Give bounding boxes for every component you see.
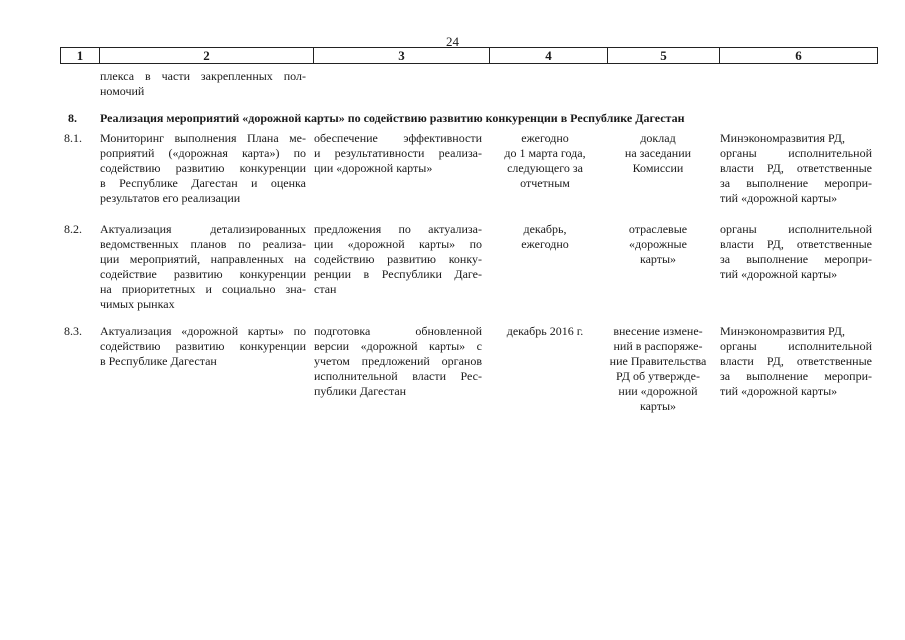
text-line: тий «дорожной карты»: [720, 191, 838, 205]
cell-action: [100, 131, 306, 206]
section-title: Реализация мероприятий «дорожной карты» по содействию развитию конкуренции в Республике Дагестан: [100, 111, 685, 125]
text-line: за выполнение меропри-: [720, 369, 872, 383]
text-line: в Республике Дагестан: [100, 354, 217, 368]
text-line: декабрь,: [523, 222, 567, 236]
section-number: 8.: [68, 111, 77, 125]
text-line: отчетным: [520, 176, 570, 190]
cell-result: [314, 131, 482, 176]
cell-action: [100, 324, 306, 369]
text-line: власти РД, ответственные: [720, 354, 872, 368]
column-header-2: 2: [100, 48, 314, 63]
text-line: Минэкономразвития РД,: [720, 324, 845, 338]
text-line: Комиссии: [632, 161, 684, 175]
text-line: отраслевые: [628, 222, 688, 236]
text-line: органы исполнительной: [720, 222, 872, 236]
text-line: чимых рынках: [100, 297, 175, 311]
text-line: ний в распоряже-: [613, 339, 703, 353]
text-line: карты»: [639, 252, 677, 266]
text-line: власти РД, ответственные: [720, 161, 872, 175]
text-line: власти РД, ответственные: [720, 237, 872, 251]
text-line: «дорожные: [629, 237, 687, 251]
cell-result: [314, 324, 482, 399]
text-line: обеспечение эффективности: [314, 131, 482, 145]
text-line: Актуализация «дорожной карты» по: [100, 324, 306, 338]
text-line: нии «дорожной: [618, 384, 698, 398]
text-line: декабрь 2016 г.: [506, 324, 584, 338]
text-line: тий «дорожной карты»: [720, 384, 838, 398]
row-number: 8.2.: [64, 222, 82, 236]
text-line: Минэкономразвития РД,: [720, 131, 845, 145]
text-line: ции «дорожной карты»: [314, 161, 433, 175]
text-line: следующего за: [507, 161, 583, 175]
text-line: предложения по актуализа-: [314, 222, 482, 236]
text-line: на приоритетных и социально зна-: [100, 282, 306, 296]
text-line: содействию развитию конку-: [314, 252, 482, 266]
column-header-4: 4: [490, 48, 608, 63]
text-line: РД об утвержде-: [616, 369, 700, 383]
table-header-row: [60, 47, 878, 64]
text-line: ежегодно: [521, 131, 569, 145]
text-line: ренции в Республики Даге-: [314, 267, 482, 281]
text-line: доклад: [640, 131, 676, 145]
continuation-line: номочий: [100, 84, 145, 98]
text-line: за выполнение меропри-: [720, 176, 872, 190]
text-line: на заседании: [624, 146, 692, 160]
column-header-3: 3: [314, 48, 490, 63]
text-line: исполнительной власти Рес-: [314, 369, 482, 383]
column-header-6: 6: [720, 48, 878, 63]
text-line: публики Дагестан: [314, 384, 407, 398]
text-line: ции «дорожной карты» по: [314, 237, 482, 251]
text-line: карты»: [639, 399, 677, 413]
cell-deadline: [490, 131, 600, 191]
text-line: органы исполнительной: [720, 339, 872, 353]
text-line: в Республике Дагестан и оценка: [100, 176, 306, 190]
cell-document: [608, 222, 708, 267]
text-line: Мониторинг выполнения Плана ме-: [100, 131, 306, 145]
text-line: внесение измене-: [613, 324, 703, 338]
text-line: Актуализация детализированных: [100, 222, 306, 236]
cell-result: [314, 222, 482, 297]
text-line: стан: [314, 282, 337, 296]
text-line: версии «дорожной карты» с: [314, 339, 482, 353]
text-line: ции мероприятий, направленных на: [100, 252, 306, 266]
cell-document: [608, 324, 708, 414]
row-number: 8.3.: [64, 324, 82, 338]
cell-action: [100, 222, 306, 312]
text-line: результатов его реализации: [100, 191, 241, 205]
text-line: и результативности реализа-: [314, 146, 482, 160]
text-line: содействию развитию конкуренции: [100, 161, 306, 175]
text-line: тий «дорожной карты»: [720, 267, 838, 281]
text-line: содействию развитию конкуренции: [100, 339, 306, 353]
text-line: ние Правительства: [609, 354, 707, 368]
text-line: ведомственных планов по реализа-: [100, 237, 306, 251]
cell-responsible: [720, 222, 872, 282]
row-number: 8.1.: [64, 131, 82, 145]
text-line: роприятий («дорожная карта») по: [100, 146, 306, 160]
text-line: ежегодно: [521, 237, 569, 251]
text-line: подготовка обновленной: [314, 324, 482, 338]
column-header-5: 5: [608, 48, 720, 63]
text-line: за выполнение меропри-: [720, 252, 872, 266]
column-header-1: 1: [60, 48, 100, 63]
cell-responsible: [720, 324, 872, 399]
continuation-text: [100, 69, 306, 99]
text-line: учетом предложений органов: [314, 354, 482, 368]
cell-document: [608, 131, 708, 176]
text-line: до 1 марта года,: [504, 146, 586, 160]
text-line: органы исполнительной: [720, 146, 872, 160]
cell-responsible: [720, 131, 872, 206]
section-heading: [60, 111, 880, 126]
cell-deadline: [490, 222, 600, 252]
continuation-line: плекса в части закрепленных пол-: [100, 69, 306, 83]
cell-deadline: [490, 324, 600, 339]
page-number: 24: [446, 34, 459, 49]
text-line: содействие развитию конкуренции: [100, 267, 306, 281]
